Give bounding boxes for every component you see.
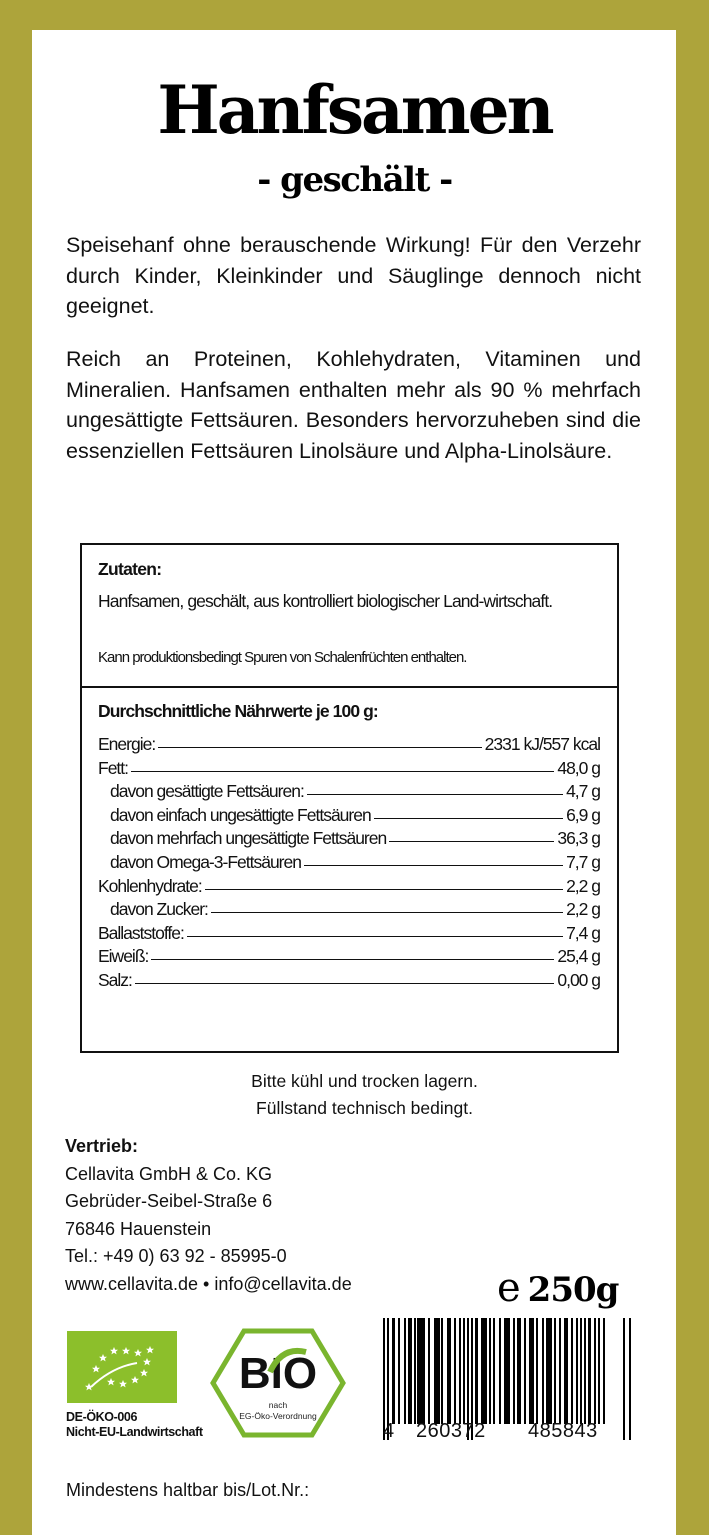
nutrition-value: 48,0 g [557,757,600,778]
leader-line [389,840,554,842]
ingredients-nutrition-box [80,543,619,1053]
product-title: Hanfsamen [157,71,552,149]
nutrition-row [98,898,600,922]
barcode-digit-first: 4 [383,1420,395,1440]
nutrition-label: Kohlenhydrate: [98,875,202,896]
storage-line-1: Bitte kühl und trocken lagern. [251,1071,478,1091]
barcode-digits-right: 485843 [528,1420,598,1440]
distributor-heading: Vertrieb: [65,1136,139,1156]
nutrition-label: davon Omega-3-Fettsäuren [110,851,301,872]
distributor-company: Cellavita GmbH & Co. KG [65,1163,273,1184]
distributor-web-email: www.cellavita.de • info@cellavita.de [65,1273,352,1294]
nutrition-table [98,733,600,993]
eu-code-number: DE-ÖKO-006 [66,1410,138,1424]
nutrition-row [98,757,600,781]
leader-line [304,864,563,866]
nutrition-label: Energie: [98,734,156,754]
description-warning: Speisehanf ohne berauschende Wirkung! Für den Verzehr durch Kinder, Kleinkinder und Säuglinge dennoch nicht geeignet. [66,233,641,318]
net-weight [497,1265,618,1311]
bio-line-1: nach [268,1400,288,1410]
nutrition-value: 2,2 g [566,875,600,896]
nutrition-label: Ballaststoffe: [98,922,184,943]
nutrition-label: davon einfach ungesättigte Fettsäuren [110,804,371,825]
nutrition-value: 7,7 g [566,851,600,872]
nutrition-label: davon Zucker: [110,899,208,920]
nutrition-row [98,969,600,993]
leader-line [187,935,563,937]
leader-line [374,817,563,819]
bio-line-2: EG-Öko-Verordnung [239,1411,317,1421]
nutrition-label: Salz: [98,969,132,990]
distributor-street: Gebrüder-Seibel-Straße 6 [65,1191,273,1211]
nutrition-row [98,922,600,946]
description-benefits: Reich an Proteinen, Kohlehydraten, Vitaminen und Mineralien. Hanfsamen enthalten mehr als 90 % mehrfach ungesättigte Fettsäuren. Besonders hervorzuheben sind die essenziellen Fettsäuren Linolsäure und Alpha-Linolsäure. [66,347,641,463]
nutrition-value: 25,4 g [557,946,600,967]
nutrition-row [98,827,600,851]
leader-line [135,982,554,984]
nutrition-row [98,804,600,828]
nutrition-row [98,780,600,804]
allergen-note: Kann produktionsbedingt Spuren von Schalenfrüchten enthalten. [98,649,467,666]
box-divider [82,686,617,688]
leader-line [307,793,563,795]
eu-origin: Nicht-EU-Landwirtschaft [66,1425,203,1439]
product-subtitle: - geschält - [257,160,452,200]
distributor-block [65,1133,352,1298]
leader-line [151,958,554,960]
ingredients-text: Hanfsamen, geschält, aus kontrolliert biologischer Land-wirtschaft. [98,591,553,611]
weight-amount: 250g [527,1270,619,1310]
nutrition-value: 4,7 g [566,781,600,802]
nutrition-value: 2331 kJ/557 kcal [484,734,600,754]
nutrition-value: 2,2 g [566,899,600,920]
eu-organic-logo [67,1331,177,1403]
distributor-phone: Tel.: +49 0) 63 92 - 85995-0 [65,1246,287,1266]
ean-barcode [383,1318,633,1440]
nutrition-row [98,875,600,899]
eu-leaf-stars-icon [67,1331,177,1403]
nutrition-label: Eiweiß: [98,946,149,967]
nutrition-value: 6,9 g [566,804,600,825]
best-before-label: Mindestens haltbar bis/Lot.Nr.: [66,1480,310,1500]
nutrition-value: 36,3 g [557,828,600,849]
bio-word: BIO [238,1349,318,1398]
barcode-digits-left: 260372 [416,1420,486,1440]
eu-control-code [66,1410,203,1440]
nutrition-value: 0,00 g [557,969,600,990]
ingredients-heading: Zutaten: [98,559,162,579]
nutrition-row [98,733,600,757]
nutrition-row [98,851,600,875]
leader-line [158,746,481,748]
nutrition-heading: Durchschnittliche Nährwerte je 100 g: [98,701,378,721]
leader-line [131,770,554,772]
bio-seal-icon [210,1328,346,1438]
estimated-sign-icon: e [497,1265,520,1311]
leader-line [211,911,563,913]
leader-line [205,888,563,890]
nutrition-value: 7,4 g [566,922,600,943]
nutrition-label: davon mehrfach ungesättigte Fettsäuren [110,828,387,849]
nutrition-label: Fett: [98,757,129,778]
storage-info [0,1068,709,1122]
nutrition-row [98,945,600,969]
storage-line-2: Füllstand technisch bedingt. [256,1098,473,1118]
distributor-city: 76846 Hauenstein [65,1218,212,1239]
nutrition-label: davon gesättigte Fettsäuren: [110,781,304,802]
